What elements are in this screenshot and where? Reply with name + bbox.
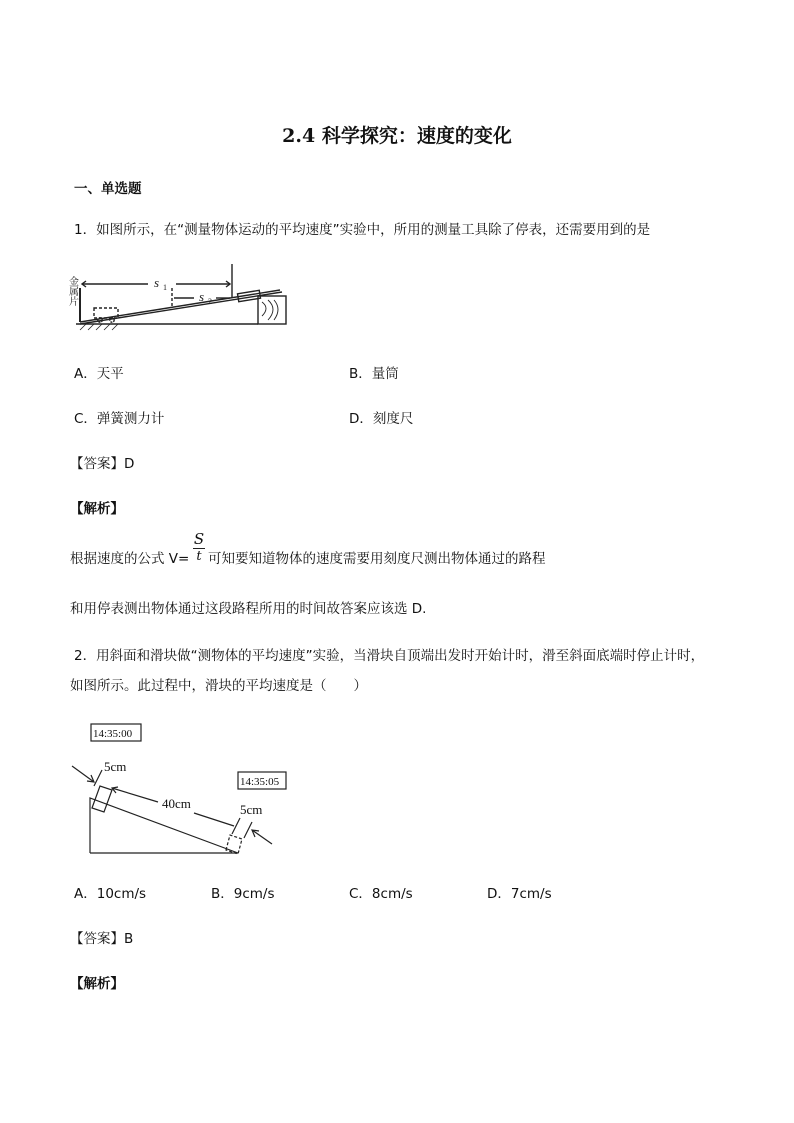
start-time: 14:35:00 <box>93 728 133 740</box>
question-2-figure <box>66 718 296 863</box>
section-heading: 一、单选题 <box>74 181 142 197</box>
q1-option-c: C．弹簧测力计 <box>74 411 165 427</box>
q1-analysis-post: 可知要知道物体的速度需要用刻度尺测出物体通过的路程 <box>208 551 546 567</box>
page-title: 2.4 科学探究：速度的变化 <box>282 125 512 147</box>
question-2-stem-line1: 2．用斜面和滑块做“测物体的平均速度”实验，当滑块自顶端出发时开始计时，滑至斜面底端时停止计时， <box>74 648 705 664</box>
s1-label: s <box>154 275 160 290</box>
q2-option-d: D．7cm/s <box>487 886 552 902</box>
s1-subscript: 1 <box>163 283 167 292</box>
q1-analysis-label: 【解析】 <box>70 501 124 517</box>
end-time: 14:35:05 <box>240 776 280 788</box>
q2-option-c: C．8cm/s <box>349 886 413 902</box>
top-length-label: 5cm <box>104 759 127 774</box>
q2-answer: 【答案】B <box>70 931 134 947</box>
q1-option-a: A．天平 <box>74 366 124 382</box>
question-2-stem-line2: 如图所示。此过程中，滑块的平均速度是（ ） <box>70 678 367 694</box>
q2-option-a: A．10cm/s <box>74 886 147 902</box>
question-1-figure <box>66 258 302 338</box>
s2-subscript: 2 <box>208 297 212 306</box>
q1-answer: 【答案】D <box>70 456 135 472</box>
middle-length-label: 40cm <box>162 796 191 811</box>
q1-analysis-pre: 根据速度的公式 V= <box>70 551 190 567</box>
s2-label: s <box>199 289 205 304</box>
incline-diagram <box>76 264 286 330</box>
q2-analysis-label: 【解析】 <box>70 976 124 992</box>
fraction-denominator: t <box>196 549 202 564</box>
metal-plate-label: 金属片 <box>66 276 78 306</box>
bottom-length-label: 5cm <box>240 802 263 817</box>
question-1-stem: 1．如图所示，在“测量物体运动的平均速度”实验中，所用的测量工具除了停表，还需要用到的是 <box>74 222 651 238</box>
q1-option-d: D．刻度尺 <box>349 411 414 427</box>
q2-option-b: B．9cm/s <box>211 886 275 902</box>
speed-formula-fraction <box>193 532 205 563</box>
fraction-numerator: S <box>193 530 205 548</box>
q1-option-b: B．量筒 <box>349 366 399 382</box>
q1-analysis-line2: 和用停表测出物体通过这段路程所用的时间故答案应该选 D. <box>70 601 427 617</box>
